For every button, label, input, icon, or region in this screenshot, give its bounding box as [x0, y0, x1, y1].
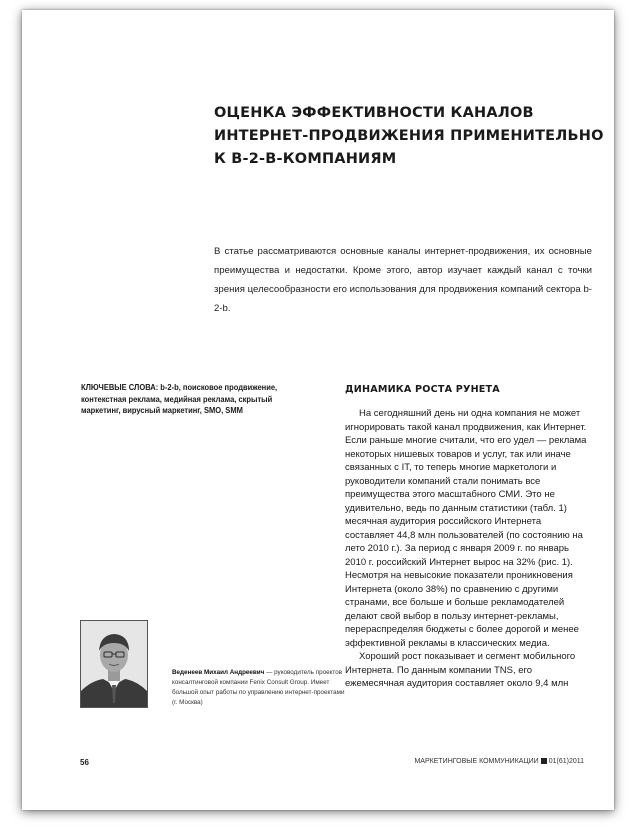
page-number: 56 — [80, 758, 89, 767]
author-bio: — руководитель проектов консалтинговой компании Fenix Consult Group. Имеет большой опыт работы по управлению интернет-проектами (г. Москва) — [172, 669, 345, 706]
body-paragraph-2: Хороший рост показывает и сегмент мобильного Интернета. По данным компании TNS, его ежемесячная аудитория составляет около 9,4 млн — [345, 651, 576, 689]
article-abstract: В статье рассматриваются основные каналы интернет-продвижения, их основные преимущества и недостатки. Кроме этого, автор изучает каждый канал с точки зрения целесообразности его использования для продвижения компаний сектора b-2-b. — [214, 246, 592, 314]
journal-name: МАРКЕТИНГОВЫЕ КОММУНИКАЦИИ — [414, 758, 539, 765]
article-title — [214, 102, 604, 171]
author-portrait-image — [81, 621, 147, 707]
article-body — [345, 407, 587, 691]
title-line-3: К B-2-B-КОМПАНИЯМ — [214, 151, 397, 167]
author-info — [172, 668, 348, 708]
article-page — [22, 10, 614, 810]
author-photo — [80, 620, 148, 708]
title-line-1: ОЦЕНКА ЭФФЕКТИВНОСТИ КАНАЛОВ — [214, 105, 534, 121]
keywords: КЛЮЧЕВЫЕ СЛОВА: b-2-b, поисковое продвижение, контекстная реклама, медийная реклама, скрытый маркетинг, вирусный маркетинг, SMO, SMM — [81, 383, 278, 415]
title-line-2: ИНТЕРНЕТ-ПРОДВИЖЕНИЯ ПРИМЕНИТЕЛЬНО — [214, 128, 604, 144]
body-paragraph-1: На сегодняшний день ни одна компания не может игнорировать такой канал продвижения, как Интернет. Если раньше многие считали, что его удел — реклама некоторых нишевых товаров и услуг, так или иначе связанных с IT, то теперь многие маркетологи и руководители компаний стали понимать все преимущества этого масштабного СМИ. Это не удивительно, ведь по данным статистики (табл. 1) месячная аудитория российского Интернета составляет 44,8 млн пользователей (по состоянию на лето 2010 г.). За период с января 2009 г. по январь 2010 г. российский Интернет вырос на 32% (рис. 1). Несмотря на невысокие показатели проникновения Интернета (около 38%) по сравнению с другими странами, все больше и больше рекламодателей делают свой выбор в пользу интернет-рекламы, перераспределяя бюджеты с более дорогой и менее эффективной рекламы в классических медиа. — [345, 408, 587, 649]
section-heading: ДИНАМИКА РОСТА РУНЕТА — [345, 384, 500, 395]
journal-footer — [414, 758, 584, 765]
square-bullet-icon — [541, 758, 547, 764]
author-name: Веденеев Михаил Андреевич — [172, 669, 265, 676]
journal-issue: 01(61)2011 — [548, 758, 584, 765]
